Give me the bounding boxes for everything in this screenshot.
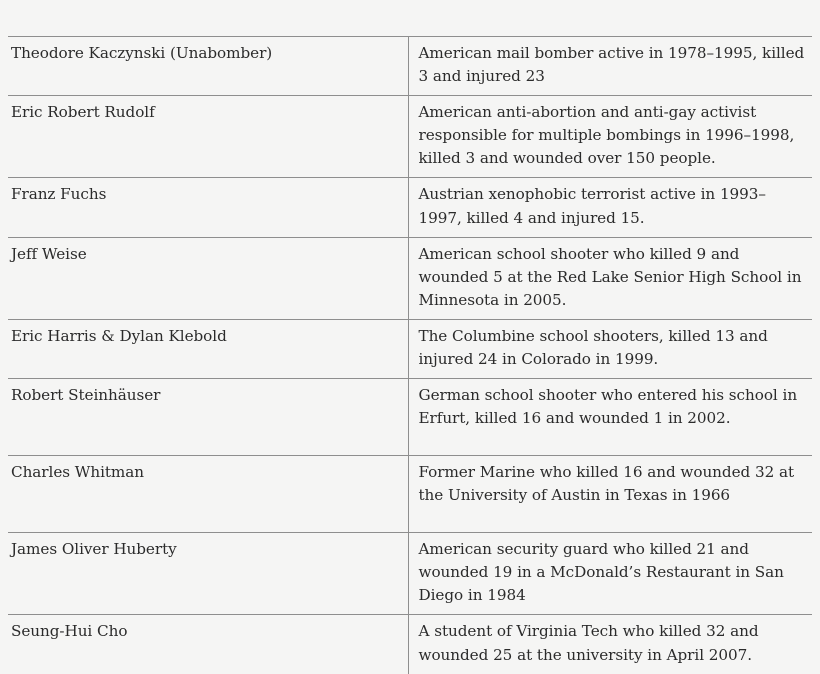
cell-perpetrator-name: [8, 533, 408, 615]
perpetrator-name-text: Eric Robert Rudolf: [11, 103, 155, 122]
description-text: American anti-abortion and anti-gay activist responsible for multiple bombings in 1996–1998, killed 3 and wounded over 150 people.: [418, 103, 795, 168]
cell-description: [408, 533, 812, 615]
perpetrators-table: [8, 36, 812, 674]
cell-description: [408, 237, 812, 319]
perpetrator-name-text: Eric Harris & Dylan Klebold: [11, 326, 227, 345]
cell-description: [408, 456, 812, 533]
table-row: [8, 379, 812, 456]
cell-perpetrator-name: [8, 456, 408, 533]
table-row: [8, 96, 812, 178]
table-row: [8, 37, 812, 96]
description-text: The Columbine school shooters, killed 13 and injured 24 in Colorado in 1999.: [418, 326, 768, 369]
table-container: [8, 36, 812, 674]
cell-perpetrator-name: [8, 319, 408, 378]
perpetrator-name-text: Theodore Kaczynski (Unabomber): [11, 44, 273, 62]
cell-perpetrator-name: [8, 37, 408, 96]
perpetrator-name-text: Jeff Weise: [11, 244, 87, 263]
cell-perpetrator-name: [8, 178, 408, 237]
perpetrator-name-text: Charles Whitman: [11, 463, 145, 482]
description-text: American security guard who killed 21 and wounded 19 in a McDonald’s Restaurant in San Diego in 1984: [418, 540, 784, 605]
cell-perpetrator-name: [8, 237, 408, 319]
cell-perpetrator-name: [8, 379, 408, 456]
perpetrator-name-text: Franz Fuchs: [11, 185, 107, 204]
cell-description: [408, 96, 812, 178]
table-row: [8, 237, 812, 319]
perpetrator-name-text: James Oliver Huberty: [11, 540, 177, 559]
perpetrator-name-text: Seung-Hui Cho: [11, 622, 128, 641]
cell-description: [408, 319, 812, 378]
cell-perpetrator-name: [8, 96, 408, 178]
table-row: [8, 533, 812, 615]
cell-description: [408, 615, 812, 674]
cell-description: [408, 37, 812, 96]
description-text: A student of Virginia Tech who killed 32 and wounded 25 at the university in April 2007.: [418, 622, 759, 664]
table-row: [8, 456, 812, 533]
description-text: Austrian xenophobic terrorist active in 1993–1997, killed 4 and injured 15.: [418, 185, 766, 227]
cell-description: [408, 178, 812, 237]
table-row: [8, 178, 812, 237]
description-text: German school shooter who entered his school in Erfurt, killed 16 and wounded 1 in 2002.: [418, 386, 798, 428]
table-body: [8, 37, 812, 674]
description-text: American school shooter who killed 9 and wounded 5 at the Red Lake Senior High School in Minnesota in 2005.: [418, 244, 802, 309]
table-row: [8, 615, 812, 674]
cell-perpetrator-name: [8, 615, 408, 674]
table-row: [8, 319, 812, 378]
description-text: American mail bomber active in 1978–1995, killed 3 and injured 23: [418, 44, 805, 86]
perpetrator-name-text: Robert Steinhäuser: [11, 386, 161, 405]
cell-description: [408, 379, 812, 456]
description-text: Former Marine who killed 16 and wounded 32 at the University of Austin in Texas in 1966: [418, 463, 795, 505]
